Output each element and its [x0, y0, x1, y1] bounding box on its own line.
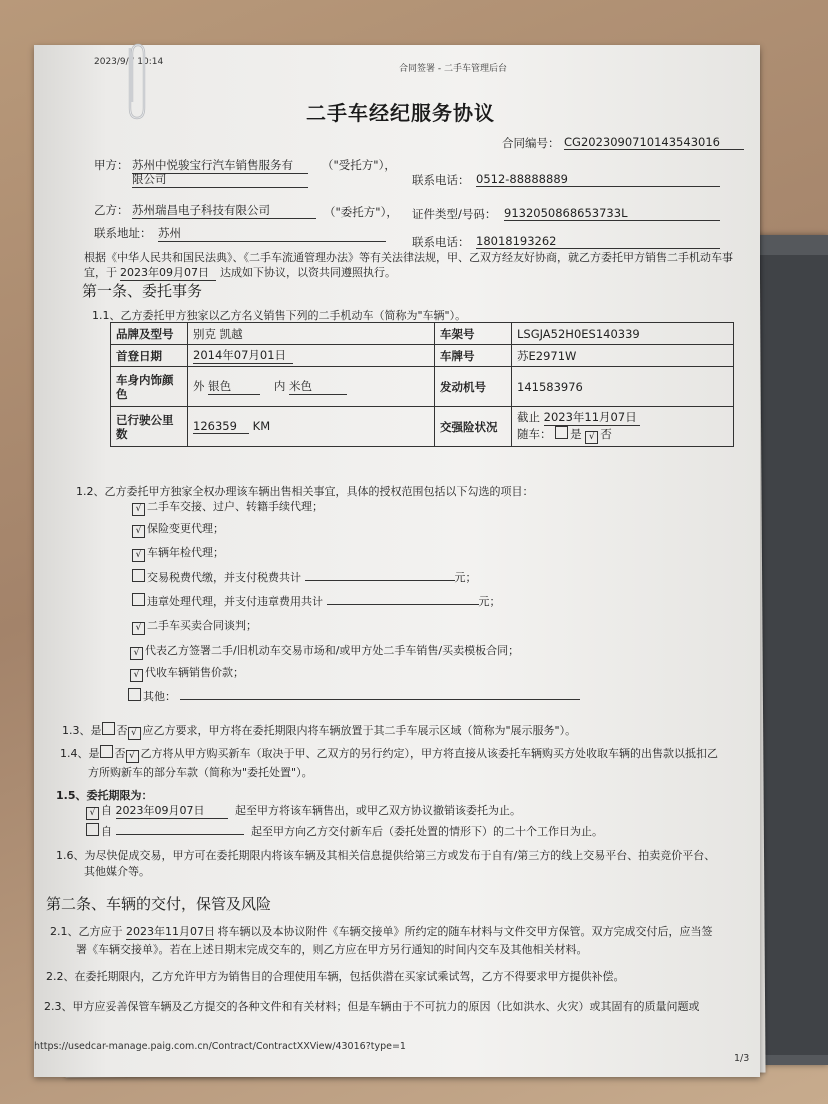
check-item-text: 代表乙方签署二手/旧机动车交易市场和/或甲方处二手车销售/买卖模板合同； — [145, 644, 520, 657]
clause-2-1-line2: 署《车辆交接单》。若在上述日期末完成交车的，则乙方应在甲方另行通知的时间内交车及其他相关材料。 — [76, 943, 588, 956]
party-a-label: 甲方： — [94, 158, 129, 172]
ins-no-label: 否 — [600, 427, 612, 441]
table-row — [111, 407, 734, 447]
check-item-text: 二手车买卖合同谈判； — [147, 619, 257, 632]
check-item-checkbox[interactable] — [128, 688, 141, 701]
brand-value: 别克 凯越 — [188, 323, 435, 345]
check-item-text: 代收车辆销售价款； — [145, 666, 244, 679]
color-in-label: 内 — [273, 379, 286, 393]
page-title: 二手车经纪服务协议 — [306, 101, 495, 125]
clause-2-2: 2.2、在委托期限内，乙方允许甲方为销售目的合理使用车辆，包括供潜在买家试乘试驾，乙方不得要求甲方提供补偿。 — [46, 970, 625, 983]
contract-no-label: 合同编号： — [502, 136, 560, 150]
party-a-role: （"受托方"）， — [322, 158, 396, 172]
check-item-suffix: 元； — [478, 595, 501, 608]
plate-label: 车牌号 — [435, 345, 512, 367]
c14-no-checkbox[interactable]: √ — [126, 750, 139, 763]
check-item-checkbox[interactable]: √ — [130, 647, 143, 660]
clause-1-4-text: 乙方将从甲方购买新车（取决于甲、乙双方的另行约定），甲方将直接从该委托车辆购买方处收取车辆的出售款以抵扣乙 — [140, 747, 718, 760]
color-cell — [188, 367, 435, 407]
section-1-heading: 第一条、委托事务 — [82, 282, 203, 300]
party-b-phone-label: 联系电话： — [412, 235, 470, 249]
check-item-checkbox[interactable]: √ — [132, 622, 145, 635]
term-b-checkbox[interactable] — [86, 823, 99, 836]
ins-until-label: 截止 — [517, 410, 540, 424]
insurance-cell — [512, 407, 734, 447]
footer-url: https://usedcar-manage.paig.com.cn/Contract/ContractXXView/43016?type=1 — [34, 1041, 406, 1052]
check-item-checkbox[interactable] — [132, 593, 145, 606]
mileage-unit: KM — [252, 419, 271, 433]
reg-date-label: 首登日期 — [111, 345, 188, 367]
reg-date-value: 2014年07月01日 — [193, 347, 293, 364]
term-a-prefix: 自 — [101, 804, 112, 817]
clause-2-1-date: 2023年11月07日 — [126, 925, 215, 938]
clause-1-4-no: 否 — [114, 747, 126, 760]
clause-2-1-text: 将车辆以及本协议附件《车辆交接单》所约定的随车材料与文件交甲方保管。双方完成交付后，应当签 — [217, 925, 713, 938]
page-number: 1/3 — [734, 1053, 750, 1064]
tax-amount-field[interactable] — [305, 568, 455, 581]
term-a-date: 2023年09月07日 — [116, 802, 228, 819]
clause-1-5-title: 1.5、委托期限为： — [56, 789, 153, 802]
check-item — [132, 520, 224, 538]
reg-date-cell — [188, 345, 435, 367]
party-a-name-line1: 苏州中悦骏宝行汽车销售服务有 — [132, 157, 308, 174]
c13-no-checkbox[interactable]: √ — [128, 727, 141, 740]
term-b-prefix: 自 — [101, 825, 112, 838]
engine-label: 发动机号 — [435, 367, 512, 407]
party-b-role: （"委托方"）， — [324, 205, 398, 219]
plate-value: 苏E2971W — [512, 345, 734, 367]
party-b-cert: 9132050868653733L — [504, 206, 720, 221]
vin-value: LSGJA52H0ES140339 — [512, 323, 734, 345]
clause-1-3 — [62, 722, 576, 740]
preamble-line1: 根据《中华人民共和国民法典》、《二手车流通管理办法》等有关法律法规，甲、乙双方经友好协商，就乙方委托甲方销售二手机动车事 — [84, 251, 733, 264]
party-a-phone-label: 联系电话： — [412, 173, 470, 187]
party-b-phone: 18018193262 — [476, 234, 720, 249]
mileage-cell — [188, 407, 435, 447]
preamble-line2-start: 宜，于 — [84, 266, 117, 279]
party-b-name: 苏州瑞昌电子科技有限公司 — [132, 202, 316, 219]
ins-follow-label: 随车： — [517, 427, 552, 441]
ins-no-checkbox[interactable]: √ — [585, 431, 598, 444]
check-item-checkbox[interactable]: √ — [132, 525, 145, 538]
check-item-checkbox[interactable] — [132, 569, 145, 582]
clause-1-4-line2: 方所购新车的部分车款（简称为"委托处置"）。 — [88, 766, 313, 779]
check-item-text: 二手车交接、过户、转籍手续代理； — [147, 500, 323, 513]
clause-1-4-prefix: 1.4、是 — [60, 747, 100, 760]
print-datetime: 2023/9/7 10:14 — [94, 57, 164, 67]
vehicle-info-table — [110, 322, 734, 447]
color-label: 车身内饰颜色 — [111, 367, 188, 407]
check-item — [132, 568, 477, 585]
term-b-date[interactable] — [116, 822, 244, 835]
mileage-label: 已行驶公里数 — [111, 407, 188, 447]
term-option-a — [86, 802, 521, 820]
insurance-label: 交强险状况 — [435, 407, 512, 447]
clause-1-3-text: 应乙方要求，甲方将在委托期限内将车辆放置于其二手车展示区域（简称为"展示服务"）。 — [142, 724, 577, 737]
check-item-suffix: 元； — [454, 571, 477, 584]
other-field[interactable] — [180, 687, 580, 700]
color-in-value: 米色 — [289, 378, 347, 395]
preamble-line2-end: 达成如下协议，以资共同遵照执行。 — [220, 266, 396, 279]
check-item — [132, 617, 257, 635]
vin-label: 车架号 — [435, 323, 512, 345]
c14-yes-checkbox[interactable] — [100, 745, 113, 758]
background-document-inner — [758, 255, 828, 1055]
term-a-text: 起至甲方将该车辆售出，或甲乙双方协议撤销该委托为止。 — [235, 804, 521, 817]
ins-until-value: 2023年11月07日 — [544, 409, 640, 426]
party-b-address: 苏州 — [158, 225, 386, 242]
check-item-checkbox[interactable]: √ — [132, 503, 145, 516]
clause-1-4 — [60, 745, 718, 763]
color-out-label: 外 — [193, 379, 205, 393]
check-item — [130, 642, 519, 660]
party-b-label: 乙方： — [94, 203, 129, 217]
clause-1-2: 1.2、乙方委托甲方独家全权办理该车辆出售相关事宜，具体的授权范围包括以下勾选的项目： — [76, 485, 534, 498]
c13-yes-checkbox[interactable] — [102, 722, 115, 735]
check-item — [132, 498, 323, 516]
contract-no-value: CG2023090710143543016 — [564, 135, 744, 150]
section-2-heading: 第二条、车辆的交付，保管及风险 — [46, 895, 272, 913]
contract-page — [34, 45, 760, 1077]
preamble-date: 2023年09月07日 — [120, 264, 216, 281]
print-site-title: 合同签署 - 二手车管理后台 — [399, 64, 507, 74]
check-item — [132, 544, 224, 562]
mileage-value: 126359 — [193, 419, 249, 434]
party-a-phone: 0512-88888889 — [476, 172, 720, 187]
term-a-checkbox[interactable]: √ — [86, 807, 99, 820]
party-b-cert-label: 证件类型/号码： — [412, 207, 497, 221]
check-item-text: 保险变更代理； — [147, 522, 224, 535]
check-item-text: 其他： — [143, 690, 176, 703]
check-item — [128, 687, 580, 704]
violation-amount-field[interactable] — [327, 592, 479, 605]
table-row — [111, 367, 734, 407]
clause-1-6-line2: 其他媒介等。 — [84, 865, 150, 878]
term-option-b — [86, 822, 603, 839]
clause-1-1: 1.1、乙方委托甲方独家以乙方名义销售下列的二手机动车（简称为"车辆"）。 — [92, 309, 467, 322]
clause-2-1 — [50, 923, 713, 940]
color-out-value: 银色 — [208, 378, 260, 395]
clause-2-1-prefix: 2.1、乙方应于 — [50, 925, 123, 938]
check-item-text: 违章处理代理，并支付违章费用共计 — [147, 595, 323, 608]
clause-1-3-no: 否 — [116, 724, 128, 737]
check-item — [132, 592, 501, 609]
term-b-text: 起至甲方向乙方交付新车后（委托处置的情形下）的二十个工作日为止。 — [251, 825, 603, 838]
paperclip-icon — [121, 42, 151, 122]
check-item-checkbox[interactable]: √ — [132, 549, 145, 562]
check-item-checkbox[interactable]: √ — [130, 669, 143, 682]
check-item-text: 车辆年检代理； — [147, 546, 224, 559]
table-row — [111, 345, 734, 367]
ins-yes-checkbox[interactable] — [555, 426, 568, 439]
clause-1-3-prefix: 1.3、是 — [62, 724, 102, 737]
table-row — [111, 323, 734, 345]
brand-label: 品牌及型号 — [111, 323, 188, 345]
address-label: 联系地址： — [94, 226, 152, 240]
clause-1-6-line1: 1.6、为尽快促成交易，甲方可在委托期限内将该车辆及其相关信息提供给第三方或发布于自有/第三方的线上交易平台、拍卖竞价平台、 — [56, 849, 716, 862]
clause-2-3: 2.3、甲方应妥善保管车辆及乙方提交的各种文件和有关材料；但是车辆由于不可抗力的原因（比如洪水、火灾）或其固有的质量问题或 — [44, 1000, 700, 1013]
check-item-text: 交易税费代缴，并支付税费共计 — [147, 571, 301, 584]
engine-value: 141583976 — [512, 367, 734, 407]
check-item — [130, 664, 244, 682]
ins-yes-label: 是 — [570, 427, 582, 441]
party-a-name-line2: 限公司 — [132, 171, 308, 188]
